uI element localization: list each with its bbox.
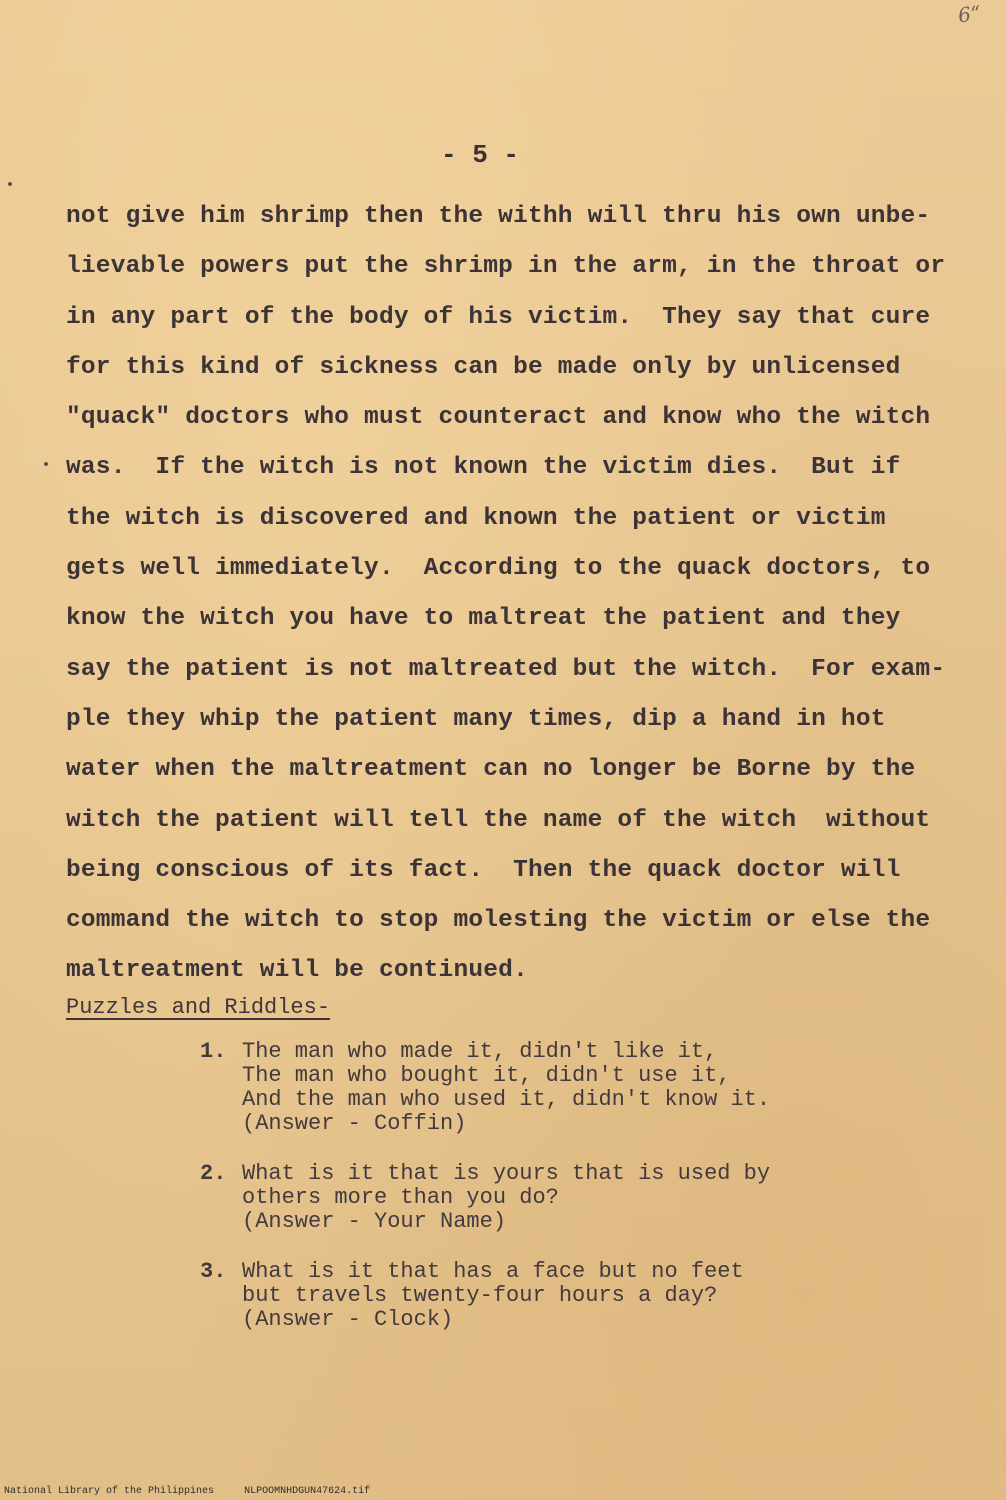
riddle-line: And the man who used it, didn't know it.	[242, 1087, 771, 1112]
riddle-line: but travels twenty-four hours a day?	[242, 1283, 718, 1308]
riddle-line: What is it that has a face but no feet	[242, 1259, 744, 1284]
riddle-line: The man who made it, didn't like it,	[242, 1039, 718, 1064]
body-line: witch the patient will tell the name of the witch without	[66, 806, 931, 834]
ink-speck	[44, 462, 48, 466]
body-line: lievable powers put the shrimp in the arm, in the throat or	[66, 253, 946, 281]
body-line: was. If the witch is not known the victim dies. But if	[66, 454, 901, 482]
body-line: "quack" doctors who must counteract and know who the witch	[66, 404, 931, 432]
body-line: water when the maltreatment can no longer be Borne by the	[66, 756, 916, 784]
footer-library: National Library of the Philippines	[4, 1486, 215, 1497]
riddle-2	[200, 1162, 920, 1234]
body-line: command the witch to stop molesting the victim or else the	[66, 907, 931, 935]
section-heading-puzzles-riddles: Puzzles and Riddles-	[66, 995, 331, 1020]
riddle-number: 2.	[200, 1161, 227, 1186]
body-line: the witch is discovered and known the patient or victim	[66, 504, 886, 532]
ink-speck	[8, 182, 12, 186]
riddle-answer: (Answer - Your Name)	[242, 1209, 507, 1234]
riddle-line: others more than you do?	[242, 1185, 559, 1210]
scan-footer	[4, 1486, 370, 1498]
body-line: not give him shrimp then the withh will thru his own unbe-	[66, 203, 931, 230]
footer-filename: NLPOOMNHDGUN47624.tif	[244, 1486, 371, 1497]
riddle-1	[200, 1040, 920, 1136]
body-line: say the patient is not maltreated but the witch. For exam-	[66, 655, 946, 683]
riddle-answer: (Answer - Coffin)	[242, 1111, 467, 1136]
body-text	[66, 192, 966, 997]
body-line: in any part of the body of his victim. They say that cure	[66, 303, 931, 331]
body-line: gets well immediately. According to the quack doctors, to	[66, 555, 931, 583]
riddle-number: 3.	[200, 1259, 227, 1284]
riddle-line: What is it that is yours that is used by	[242, 1161, 771, 1186]
riddle-3	[200, 1260, 920, 1332]
riddle-line: The man who bought it, didn't use it,	[242, 1063, 731, 1088]
body-line: ple they whip the patient many times, dip a hand in hot	[66, 705, 886, 733]
body-line: being conscious of its fact. Then the quack doctor will	[66, 856, 901, 884]
body-line: maltreatment will be continued.	[66, 957, 528, 985]
handwritten-corner-note: 6“	[956, 0, 983, 28]
riddle-answer: (Answer - Clock)	[242, 1307, 454, 1332]
riddle-list	[200, 1040, 920, 1358]
body-line: for this kind of sickness can be made only by unlicensed	[66, 353, 901, 381]
page-number: - 5 -	[440, 140, 519, 170]
body-line: know the witch you have to maltreat the patient and they	[66, 605, 901, 633]
riddle-number: 1.	[200, 1039, 227, 1064]
